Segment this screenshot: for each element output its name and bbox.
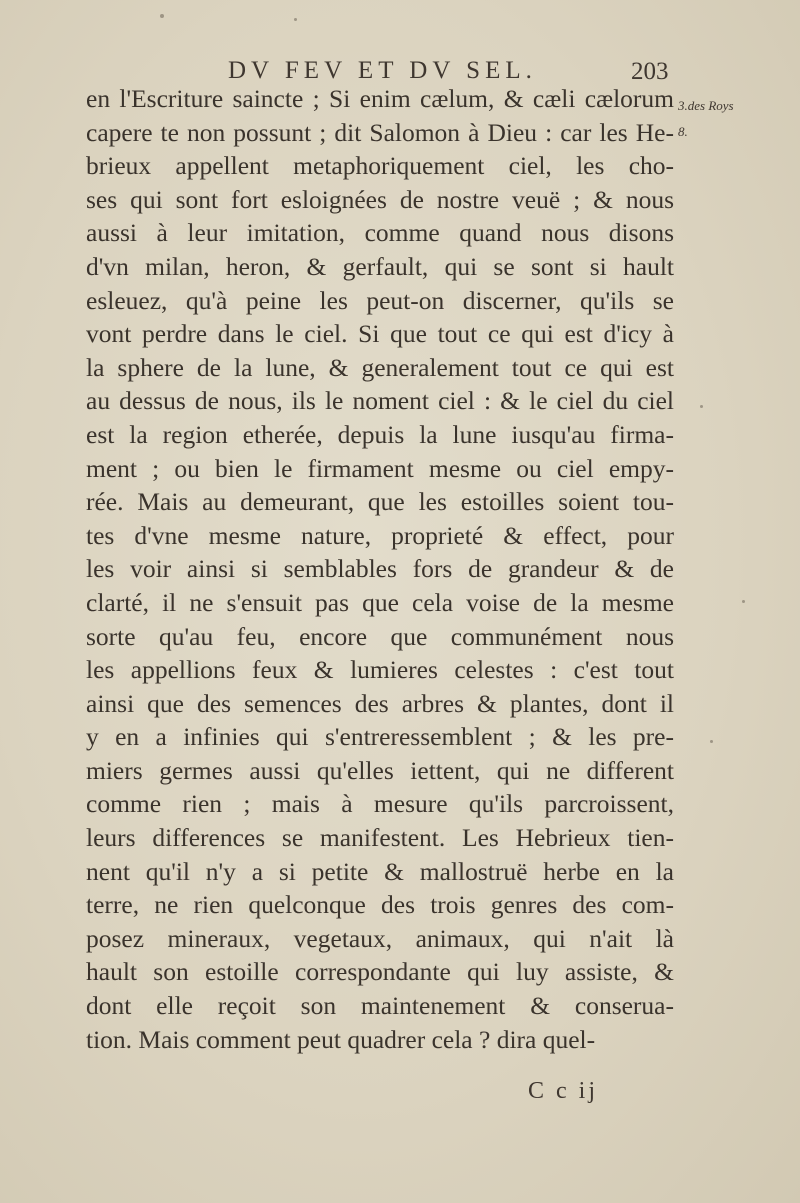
text-line: ses qui sont fort esloignées de nostre veuë ; & nous	[86, 184, 674, 214]
text-line: terre, ne rien quelconque des trois genres des com-	[86, 890, 674, 920]
page-number: 203	[631, 58, 669, 85]
text-line: capere te non possunt ; dit Salomon à Dieu : car les He-	[86, 117, 674, 147]
text-line: vont perdre dans le ciel. Si que tout ce qui est d'icy à	[86, 319, 674, 349]
text-line: hault son estoille correspondante qui luy assiste, &	[86, 957, 674, 987]
paper-speck	[742, 600, 745, 603]
text-line: les appellions feux & lumieres celestes : c'est tout	[86, 655, 674, 685]
text-line: brieux appellent metaphoriquement ciel, les cho-	[86, 151, 674, 181]
text-line: les voir ainsi si semblables fors de grandeur & de	[86, 554, 674, 584]
paper-speck	[700, 405, 703, 408]
text-line: la sphere de la lune, & generalement tout ce qui est	[86, 352, 674, 382]
text-line: comme rien ; mais à mesure qu'ils parcroissent,	[86, 789, 674, 819]
text-line: leurs differences se manifestent. Les Hebrieux tien-	[86, 823, 674, 853]
text-line: aussi à leur imitation, comme quand nous disons	[86, 218, 674, 248]
margin-note-reference: 3.des Roys	[678, 98, 734, 113]
paper-speck	[160, 14, 164, 18]
text-line: esleuez, qu'à peine les peut-on discerner, qu'ils se	[86, 285, 674, 315]
body-text	[86, 82, 674, 1056]
text-line: est la region etherée, depuis la lune iusqu'au firma-	[86, 419, 674, 449]
text-line: tes d'vne mesme nature, proprieté & effect, pour	[86, 520, 674, 550]
signature-mark: C c ij	[528, 1078, 598, 1104]
paper-speck	[710, 740, 713, 743]
text-line: miers germes aussi qu'elles iettent, qui ne different	[86, 755, 674, 785]
text-line: posez mineraux, vegetaux, animaux, qui n'ait là	[86, 923, 674, 953]
text-line: rée. Mais au demeurant, que les estoilles soient tou-	[86, 487, 674, 517]
text-line: tion. Mais comment peut quadrer cela ? dira quel-	[86, 1024, 596, 1054]
text-line: ainsi que des semences des arbres & plantes, dont il	[86, 688, 674, 718]
text-line: en l'Escriture saincte ; Si enim cælum, & cæli cælorum	[86, 84, 674, 113]
text-line: au dessus de nous, ils le noment ciel : & le ciel du ciel	[86, 386, 674, 416]
margin-note-verse: 8.	[678, 124, 688, 139]
text-line: d'vn milan, heron, & gerfault, qui se sont si hault	[86, 251, 674, 281]
text-line: nent qu'il n'y a si petite & mallostruë herbe en la	[86, 856, 674, 886]
text-line: clarté, il ne s'ensuit pas que cela voise de la mesme	[86, 587, 674, 617]
paper-speck	[294, 18, 297, 21]
text-line: sorte qu'au feu, encore que communément nous	[86, 621, 674, 651]
running-head: DV FEV ET DV SEL.	[228, 57, 537, 84]
text-line: ment ; ou bien le firmament mesme ou ciel empy-	[86, 453, 674, 483]
text-line: y en a infinies qui s'entreressemblent ; & les pre-	[86, 722, 674, 752]
text-line: dont elle reçoit son maintenement & conserua-	[86, 991, 674, 1021]
